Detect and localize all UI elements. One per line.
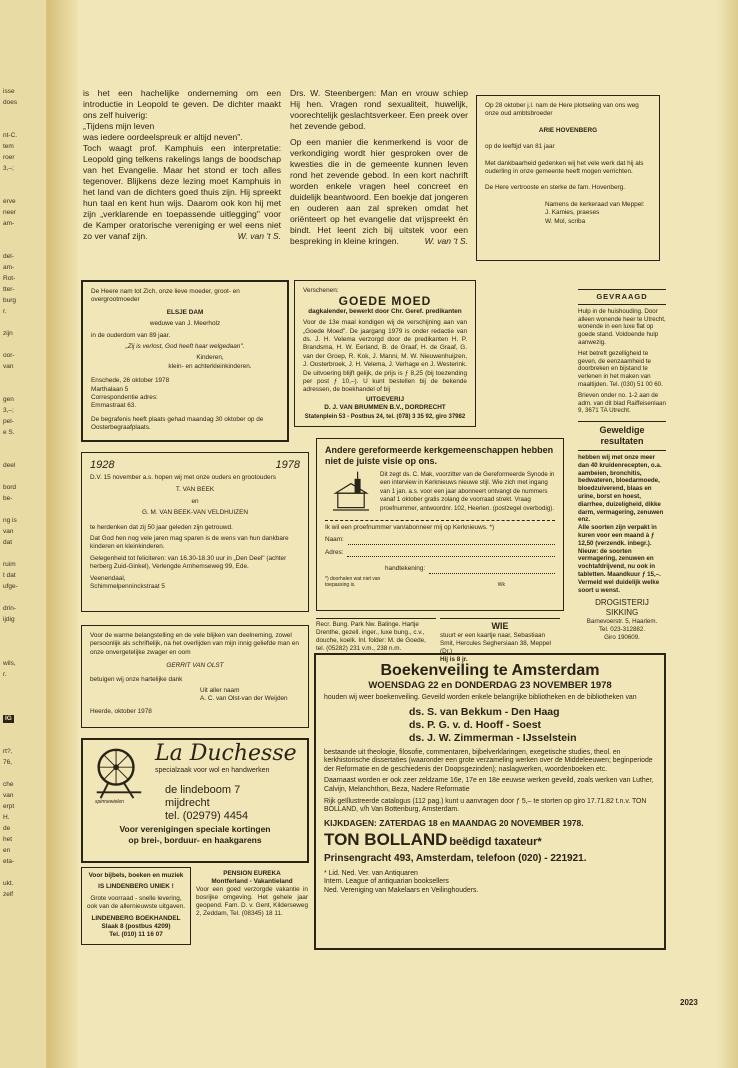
goedemoed-sub: dagkalender, bewerkt door Chr. Geref. predikanten <box>308 307 462 315</box>
beek-l6: Schimmelpenninckstraat 5 <box>90 583 165 591</box>
goedemoed-pub2: D. J. VAN BRUMMEN B.V., DORDRECHT <box>324 404 446 412</box>
geweldige-shop2: SIKKING <box>605 608 639 618</box>
review-leopold-p2: Toch waagt prof. Kamphuis een interpretatie: Leopold ging telkens rakelings langs de boodschap van het Evangelie. Maar het stond er toch alles tegenover. Blijkens deze lezing moet Kamphuis in het land van de dichters goed thuis zijn. Hij spreekt hun taal en kent hun wijs. Daarom ook kon hij met zijn „verklarende en toepassende uitlegging" voor de Kamper oratorische vereniging er wel eens niet zo ver vanaf zijn. <box>83 143 281 241</box>
goedemoed-pre: Verschenen: <box>303 287 339 294</box>
margin-fragment: ufge- <box>3 583 18 590</box>
geweldige-tel: Tel. 023-312882. <box>598 626 646 634</box>
wie-text: stuurt er een kaartje naar, Sebastiaan Smit, Hercules Seghersiaan 38, Meppel (Dr.) <box>440 632 551 655</box>
veiling-intro: houden wij weer boekenveiling. Geveild worden enkele belangrijke bibliotheken en de bibliotheken van <box>324 694 637 701</box>
beek-year-2: 1978 <box>275 459 300 471</box>
notice-meerholz <box>81 280 289 442</box>
goedemoed-addr: Statenplein 53 - Postbus 24, tel. (078) 3 35 92, giro 37982 <box>304 413 466 420</box>
form-signature-label: handtekening: <box>385 565 426 573</box>
margin-fragment: tter- <box>3 286 15 293</box>
meerholz-addr2: Marthalaan 5 <box>91 385 129 393</box>
duchesse-promo: Voor verenigingen speciale kortingen <box>119 824 271 834</box>
spinning-wheel-icon <box>89 744 147 802</box>
review-steenbergen-p1: Drs. W. Steenbergen: Man en vrouw schiep Hij hen. Vragen rond sexualiteit, huwelijk, voorechtelijk geslachtsverkeer. Een preek over het zevende gebod. <box>290 88 468 131</box>
meerholz-fam: Kinderen, <box>196 354 224 362</box>
margin-fragment: en <box>3 847 11 854</box>
geweldige-body4: Vermeld wel duidelijk welke soort u wenst. <box>578 578 660 594</box>
veiling-title: Boekenveiling te Amsterdam <box>380 662 600 679</box>
veiling-m1: * Lid. Ned. Ver. van Antiquaren <box>324 869 418 877</box>
geweldige-rule-2 <box>578 450 666 451</box>
margin-fragment: roer <box>3 154 15 161</box>
margin-fragment: IG <box>5 715 12 722</box>
beek-n2: G. M. VAN BEEK-VAN VELDHUIZEN <box>142 509 248 517</box>
veiling-n3: ds. J. W. Zimmerman - IJsselstein <box>409 731 577 744</box>
hovenberg-l6: J. Kamies, praeses <box>545 209 600 217</box>
meerholz-addr3: Correspondentie adres: <box>91 394 158 402</box>
veiling-m3: Ned. Vereniging van Makelaars en Veilinghouders. <box>324 886 479 894</box>
margin-fragment: e S. <box>3 429 15 436</box>
notice-hovenberg <box>476 95 660 261</box>
margin-fragment: 3,–; <box>3 407 14 414</box>
beek-l2: te herdenken dat zij 50 jaar geleden zijn getrouwd. <box>90 523 233 531</box>
eureka-l1: PENSION EUREKA <box>223 870 281 877</box>
margin-fragment: am- <box>3 220 15 227</box>
margin-fragment: 3,–; <box>3 165 14 172</box>
margin-fragment: ruim <box>3 561 16 568</box>
margin-fragment: drin- <box>3 605 17 612</box>
gevraagd-body: Hulp in de huishouding. Door alleen wonende heer te Utrecht, wonende in een luxe flat op goede stand. Voldoende hulp aanwezig. <box>578 307 666 346</box>
beek-n1: T. VAN BEEK <box>175 486 215 494</box>
balinge-text: Recr. Bung. Park Nw. Balinge. Hartje Drenthe, gezell. inger., luxe bung., c.v., douche, koelk. Inl. folder: M. de Goede, tel. (05282) 231 v.m., 238 n.m. <box>316 621 426 652</box>
kerknieuws-form: Ik wil een proefnummer van/abonneer mij op Kerknieuws. *) <box>325 524 495 532</box>
form-signature-row[interactable] <box>385 565 555 573</box>
hovenberg-l7: W. Mol, scriba <box>545 217 586 225</box>
veiling-n1: ds. S. van Bekkum - Den Haag <box>409 705 560 718</box>
olst-l1: Voor de warme belangstelling en de vele blijken van deelneming, zowel persoonlijk als schriftelijk, na het overlijden van mijn innig geliefde man en onze onvergetelijke zwager en oom <box>90 632 299 656</box>
review-leopold-quote1: „Tijdens mijn leven <box>83 121 155 131</box>
form-signature-field[interactable] <box>429 565 555 573</box>
duchesse-addr: de lindeboom 7 <box>165 784 241 796</box>
veiling-addr: Prinsengracht 493, Amsterdam, telefoon (020) - 221921. <box>324 852 587 864</box>
margin-fragment: ijdig <box>3 616 15 623</box>
margin-fragment: zijn <box>3 330 13 337</box>
margin-fragment: Rot- <box>3 275 16 282</box>
ad-boekenveiling <box>314 653 666 950</box>
review-steenbergen-p2: Op een manier die kenmerkend is voor de verkondiging wordt hier gesproken over de kwesties die in de gemeente kunnen leven rond het zevende gebod. In een kort nachrift worden enkele vragen heel concreet en duidelijk beantwoord. Een boekje dat jongeren en ouderen aan zal spreken omdat het oriënteert op het evangelie dat vrijspreekt én bindt. Het leent zich bij uitstek voor een bespreking in kleine kringen. <box>290 137 468 246</box>
notice-van-olst <box>81 625 309 728</box>
margin-fragment: t dat <box>3 572 16 579</box>
lindenberg-l5: Slaak 8 (postbus 4209) <box>101 923 171 931</box>
previous-page-edge <box>0 0 48 1068</box>
hovenberg-name: ARIE HOVENBERG <box>538 126 598 134</box>
margin-fragment: ukt. <box>3 880 14 887</box>
ad-gevraagd <box>578 286 666 415</box>
ad-kerknieuws <box>316 438 564 611</box>
duchesse-promo2: op brei-, borduur- en haakgarens <box>128 835 262 845</box>
margin-fragment: oor- <box>3 352 15 359</box>
margin-fragment: r. <box>3 308 7 315</box>
form-address-field[interactable] <box>347 549 555 557</box>
beek-l4: Gelegenheid tot feliciteren: van 16.30-18.30 uur in „Den Deel" (achter herberg Zuid-Ginkel), Verlengde Arnhemseweg 99, Ede. <box>90 554 287 571</box>
ad-geweldige-resultaten <box>578 418 666 642</box>
margin-fragment: rt?, <box>3 748 13 755</box>
meerholz-l1: De Heere nam tot Zich, onze lieve moeder, groot- en overgrootmoeder <box>91 288 240 304</box>
veiling-n2: ds. P. G. v. d. Hooff - Soest <box>409 718 542 731</box>
page-number: 2023 <box>680 998 698 1007</box>
kerknieuws-title: Andere gereformeerde kerkgemeenschappen hebben niet de juiste visie op ons. <box>325 445 554 466</box>
meerholz-l3: in de ouderdom van 89 jaar. <box>91 331 171 339</box>
margin-fragment: tem <box>3 143 14 150</box>
beek-year-1: 1928 <box>90 459 115 471</box>
ad-goede-moed <box>294 280 476 427</box>
form-name-label: Naam: <box>325 536 344 544</box>
margin-fragment: nt-C. <box>3 132 18 139</box>
geweldige-title: Geweldige resultaten <box>599 425 645 446</box>
lindenberg-l6: Tel. (010) 11 16 07 <box>109 931 163 939</box>
form-name-row[interactable] <box>325 536 555 544</box>
olst-l2: betuigen wij onze hartelijke dank <box>90 675 183 683</box>
geweldige-rule <box>578 421 666 422</box>
margin-fragment: de <box>3 825 11 832</box>
wie-text2: Hij is 8 jr. <box>440 656 468 663</box>
veiling-p2: Daarnaast worden er ook zeer zeldzame 16e, 17e en 18e eeuwse werken geveild, zoals werken van Luther, Calvijn, Melanchthon, Beza, Nadere Reformatie <box>324 777 654 793</box>
margin-fragment: neer <box>3 209 17 216</box>
margin-fragment: eta- <box>3 858 15 865</box>
geweldige-body2: Alle soorten zijn verpakt in kuren voor een maand à ƒ 12,50 (verzendk. inbegr.). <box>578 524 657 547</box>
hovenberg-l5: Namens de kerkeraad van Meppel: <box>545 200 645 208</box>
meerholz-burial: De begrafenis heeft plaats gehad maandag 30 oktober op de Oosterbegraafplaats. <box>91 415 264 432</box>
margin-fragment: deel <box>3 462 16 469</box>
veiling-ton: TON BOLLAND <box>324 829 448 849</box>
margin-fragment: am- <box>3 264 15 271</box>
hovenberg-l4: De Here vertrooste en sterke de fam. Hovenberg. <box>485 184 625 192</box>
margin-fragment: pel- <box>3 418 14 425</box>
duchesse-wheel-label: spinnewielen <box>95 799 124 805</box>
ad-la-duchesse <box>81 738 309 863</box>
kerknieuws-rule <box>325 520 555 521</box>
margin-fragment: del- <box>3 253 14 260</box>
eureka-l2: Montferland - Vakantieland <box>211 878 293 885</box>
eureka-l3: Voor een goed verzorgde vakantie in bosrijke omgeving. Het gehele jaar geopend. Fam. D. v. Gent, Kilderseweg 2, Zeddam, Tel. (08345) 18 11. <box>196 886 308 917</box>
olst-name: GERRIT VAN OLST <box>166 662 224 670</box>
wie-title: WIE <box>491 621 509 631</box>
ad-balinge <box>316 618 436 653</box>
meerholz-fam2: klein- en achterkleinkinderen. <box>168 362 252 370</box>
margin-fragment: dat <box>3 539 13 546</box>
review-steenbergen <box>290 88 468 247</box>
geweldige-body3: Nieuw: de soorten vermagering, zenuwen en vochtafdrijvend, nu ook in tabletten. Maandkuur ƒ 15,–. <box>578 547 661 578</box>
gevraagd-rule-2 <box>578 304 666 305</box>
ad-pension-eureka <box>196 870 308 918</box>
margin-fragment: 76, <box>3 759 13 766</box>
margin-fragment: bord <box>3 484 17 491</box>
page-gutter <box>48 0 78 1068</box>
form-address-label: Adres: <box>325 548 344 556</box>
church-icon <box>333 471 369 513</box>
gevraagd-rule <box>578 289 666 290</box>
goedemoed-body: Voor de 13e maal kondigen wij de verschijning aan van „Goede Moed". De jaargang 1979 is onder redactie van ds. J. H. Velema verzorgd door de predikanten H. P. Brandsma, H. W. Eerland, B. de Graaf, H. de Graaf, G. van der Groep, R. Kok, J. Manni, M. W. Nieuwenhuijzen, J. Oosterbroek, J. H. Velema, J. Verhage en J. Westerink. De uitvoering blijft gelijk, de prijs is ƒ 8,25 (bij toezending per post ƒ 10,–). U kunt bestellen bij de bekende adressen, de boekhandel of bij <box>303 319 467 394</box>
margin-fragment: isse <box>3 88 15 95</box>
margin-fragment: r. <box>3 671 7 678</box>
gevraagd-body2: Het betreft gezelligheid te geven, de eenzaamheid te doorbreken en bijstand te verlenen in het maken van maaltijden. Tel. (030) 51 00 60. <box>578 349 663 388</box>
olst-l3: Uit aller naam <box>200 687 240 695</box>
margin-fragment: van <box>3 528 14 535</box>
margin-fragment: van <box>3 363 14 370</box>
beek-l1: D.V. 15 november a.s. hopen wij met onze ouders en grootouders <box>90 474 276 481</box>
olst-l4: A. C. van Olst-van der Weijden <box>200 695 288 703</box>
review-leopold-p1: is het een hachelijke onderneming om een introductie in Leopold te geven. De dichter maakt ons zelf huiverig: <box>83 88 281 120</box>
veiling-m2: Intern. League of antiquarian booksellers <box>324 878 449 886</box>
form-address-row[interactable] <box>325 549 555 557</box>
meerholz-name: ELSJE DAM <box>166 308 204 316</box>
lindenberg-l4: LINDENBERG BOEKHANDEL <box>91 914 181 922</box>
review-leopold-signature: W. van 't S. <box>237 231 281 241</box>
meerholz-addr: Enschede, 26 oktober 1978 <box>91 377 170 385</box>
margin-fragment: ng is <box>3 517 17 524</box>
margin-fragment: erpt <box>3 803 15 810</box>
margin-fragment: burg <box>3 297 17 304</box>
duchesse-logo: La Duchesse <box>155 741 297 766</box>
margin-fragment: het <box>3 836 13 843</box>
hovenberg-l3: Met dankbaarheid gedenken wij het vele werk dat hij als ouderling in onze gemeente heeft mogen verrichten. <box>485 159 644 176</box>
hovenberg-l2: op de leeftijd van 81 jaar <box>485 143 555 151</box>
lindenberg-l1: Voor bijbels, boeken en muziek <box>88 872 184 879</box>
gevraagd-body3: Brieven onder no. 1-2 aan de adm. van dit blad Raiffeisenlaan 9, 3671 TA Utrecht. <box>578 391 666 415</box>
margin-fragment: van <box>3 792 14 799</box>
geweldige-shop: DROGISTERIJ <box>595 598 649 608</box>
notice-van-beek <box>81 452 309 612</box>
veiling-p1: bestaande uit theologie, filosofie, commentaren, bijbelverklaringen, exegetische studies, theol. en kerkhistorische dissertaties (waaronder een grote verzameling werken over de Middeleeuwen; beginperiode der Reformatie en de geschiedenis der Doopsgezinden); naslagwerken, woordenboeken etc. <box>324 748 653 773</box>
kerknieuws-note: *) doorhalen wat niet van toepassing is. <box>325 575 381 588</box>
duchesse-sub: specialzaak voor wol en handwerken <box>155 767 270 774</box>
review-steenbergen-signature: W. van 't S. <box>424 236 468 246</box>
margin-fragment: H. <box>3 814 10 821</box>
page-right-edge <box>716 0 738 1068</box>
margin-fragment: erve <box>3 198 16 205</box>
geweldige-giro: Giro 190609. <box>604 633 640 641</box>
duchesse-tel: tel. (02979) 4454 <box>165 810 249 822</box>
kerknieuws-body: Dit zegt ds. C. Mak, voorzitter van de Gereformeerde Synode in een interview in Kerknieuws nieuwe stijl. Wie zich met ingang van 1 jan. a.s. voor een jaar abonneert ontvangt de nummers vanaf 1 oktober gratis zolang de voorraad strekt. Vraag proefnummer, antwoordnr. 102, Heerlen. (postzegel overbodig). <box>380 471 555 512</box>
beek-en: en <box>191 497 199 505</box>
review-leopold <box>83 88 281 242</box>
goedemoed-pub: UITGEVERIJ <box>366 395 404 403</box>
beek-l5: Veenendaal, <box>90 574 126 582</box>
goedemoed-title: GOEDE MOED <box>338 294 432 309</box>
veiling-dates: WOENSDAG 22 en DONDERDAG 23 NOVEMBER 1978 <box>368 680 612 691</box>
margin-fragment: che <box>3 781 14 788</box>
meerholz-addr4: Emmastraat 63. <box>91 402 137 410</box>
gevraagd-title: GEVRAAGD <box>596 292 648 301</box>
hovenberg-l1: Op 28 oktober j.l. nam de Here plotseling van ons weg onze oud ambtsbroeder <box>485 102 639 118</box>
veiling-tonsub: beëdigd taxateur* <box>449 835 542 848</box>
meerholz-l2: weduwe van J. Meerholz <box>149 320 221 328</box>
margin-fragment: be- <box>3 495 13 502</box>
duchesse-city: mijdrecht <box>165 797 210 809</box>
lindenberg-l3: Grote voorraad - snelle levering, ook van de allernieuwste uitgaven. <box>86 894 186 911</box>
kerknieuws-wk: Wk <box>497 581 505 588</box>
margin-fragment: gen <box>3 396 14 403</box>
ad-lindenberg <box>81 867 191 945</box>
veiling-kijk: KIJKDAGEN: ZATERDAG 18 en MAANDAG 20 NOVEMBER 1978. <box>324 817 584 828</box>
lindenberg-l2: IS LINDENBERG UNIEK ! <box>98 883 174 891</box>
meerholz-quote: „Zij is verlost, God heeft haar welgedaan". <box>125 343 245 351</box>
olst-l5: Heerde, oktober 1978 <box>90 707 152 715</box>
geweldige-addr: Barnevoerstr. 5, Haarlem. <box>586 618 658 626</box>
review-leopold-quote2: was iedere oordeelspreuk er altijd neven". <box>83 132 243 142</box>
geweldige-body: hebben wij met onze meer dan 40 kruidenrecepten, o.a. aambeien, bronchitis, bedwateren, bloedarmoede, bloedzuiverend, blaas en urine, borst en hoest, diarrhee, duizeligheid, dikke darm, vermagering, zenuwen enz. <box>578 454 664 524</box>
beek-l3: Dat God hen nog vele jaren mag sparen is de wens van hun dankbare kinderen en kleinkinderen. <box>90 535 289 551</box>
margin-fragment: does <box>3 99 18 106</box>
veiling-p3: Rijk geïllustreerde catalogus (112 pag.) kunt u aanvragen door ƒ 5,– te storten op giro 17.71.82 t.n.v. TON BOLLAND, v/h Van Bottenburg, Amsterdam. <box>324 797 647 814</box>
margin-fragment: wils, <box>3 660 16 667</box>
form-name-field[interactable] <box>348 536 555 544</box>
margin-fragment: zelf <box>3 891 14 898</box>
